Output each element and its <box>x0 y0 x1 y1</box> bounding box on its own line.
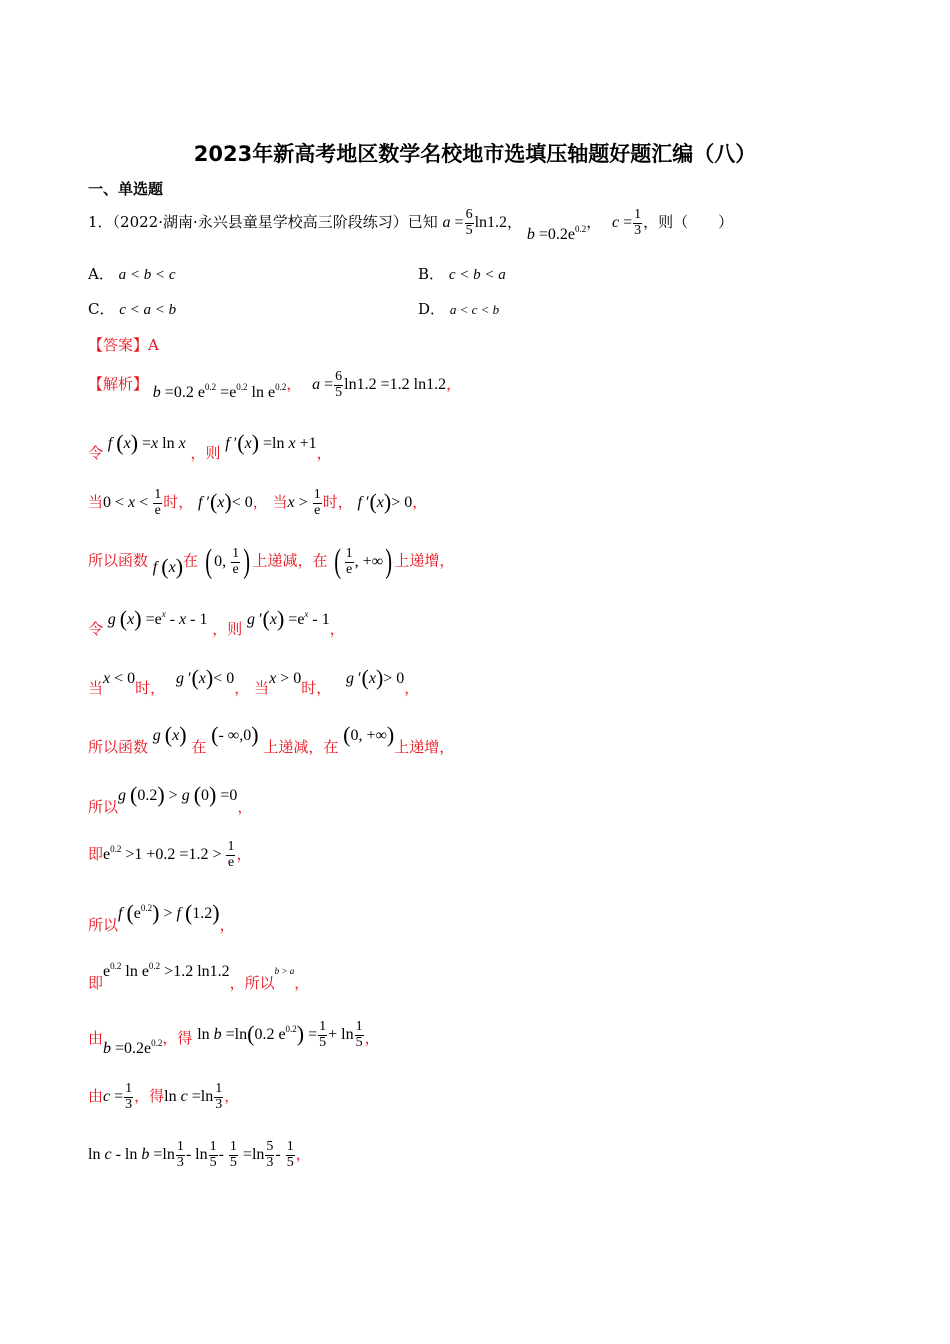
analysis-line-1: 【解析】 b =0.2 $e^{0.2} =e^{0.2}$ $\ln e^{0.2}$， a = $\frac{6}{5}$ ln1.2 =1.2 ln1.2， <box>88 369 462 401</box>
analysis-line-14: ln c - ln b =ln $\frac{1}{3}$ - ln $\frac{1}{5}$ - $\frac{1}{5}$ =ln $\frac{5}{3}$ - $\frac{1}{5}$ ， <box>88 1139 311 1170</box>
analysis-line-9: 即$e^{0.2} >1 +0.2 =1.2$ > $\frac{1}{e}$ ， <box>88 839 252 870</box>
answer-line <box>88 334 159 355</box>
option-b[interactable]: B． c < b < a <box>418 265 506 283</box>
question-number: 1． <box>88 212 113 231</box>
analysis-label: 【解析】 <box>88 374 149 393</box>
analysis-line-3: 当0 < x < $\frac{1}{e}$ 时， f ′(x)< 0， 当x > $\frac{1}{e}$ 时， f ′(x)> 0， <box>88 487 428 518</box>
analysis-line-2: 令 f (x) =x ln x ，则 f ′(x) =ln x +1， <box>88 430 332 462</box>
analysis-line-7: 所以函数 g (x) 在 (- ∞,0) 上递减，在 (0, +∞)上递增， <box>88 722 455 756</box>
section-heading: 一、单选题 <box>88 180 164 198</box>
page-title: 2023年新高考地区数学名校地市选填压轴题好题汇编（八） <box>193 142 757 166</box>
analysis-line-4: 所以函数 f (x)在 ( 0, $\frac{1}{e}$ ) 上递减，在 ( $\frac{1}{e}$ , +∞) 上递增， <box>88 543 455 580</box>
analysis-line-8: 所以g (0.2) > g (0) =0， <box>88 782 253 816</box>
answer-label: 【答案】 <box>88 336 149 354</box>
option-d[interactable]: D． a < c < b <box>418 300 500 318</box>
question-1: 1．（2022·湖南·永兴县童星学校高三阶段练习）已知 a = $\frac{6}{5}$ ln1.2， $b =0.2e^{0.2}$， c = $\frac{1}{3}$ ，则（ ） <box>88 207 734 243</box>
question-source: （2022·湖南·永兴县童星学校高三阶段练习）已知 <box>112 212 438 231</box>
analysis-line-6: 当x < 0时， g ′(x)< 0， 当x > 0时， g ′(x)> 0， <box>88 665 420 697</box>
analysis-line-12: 由$b =0.2e^{0.2}$，得 ln b =ln(0.2 $e^{0.2}$) = $\frac{1}{5}$ + ln $\frac{1}{5}$ ， <box>88 1019 380 1057</box>
option-c[interactable]: C． c < a < b <box>88 300 177 318</box>
analysis-line-11: 即$e^{0.2}$ $\ln e^{0.2} >1.2$ ln1.2，所以b > a， <box>88 961 310 992</box>
option-a[interactable]: A． a < b < c <box>88 265 176 283</box>
analysis-line-13: 由c = $\frac{1}{3}$ ，得ln c =ln $\frac{1}{3}$ ， <box>88 1081 240 1112</box>
analysis-line-10: 所以f $(e^{0.2}) > f$ (1.2)， <box>88 900 235 934</box>
answer-value: A <box>148 336 159 354</box>
analysis-line-5: 令 g $(x) =e^x - x - 1$ ，则 g $'(x) =e^x - 1$， <box>88 606 345 638</box>
